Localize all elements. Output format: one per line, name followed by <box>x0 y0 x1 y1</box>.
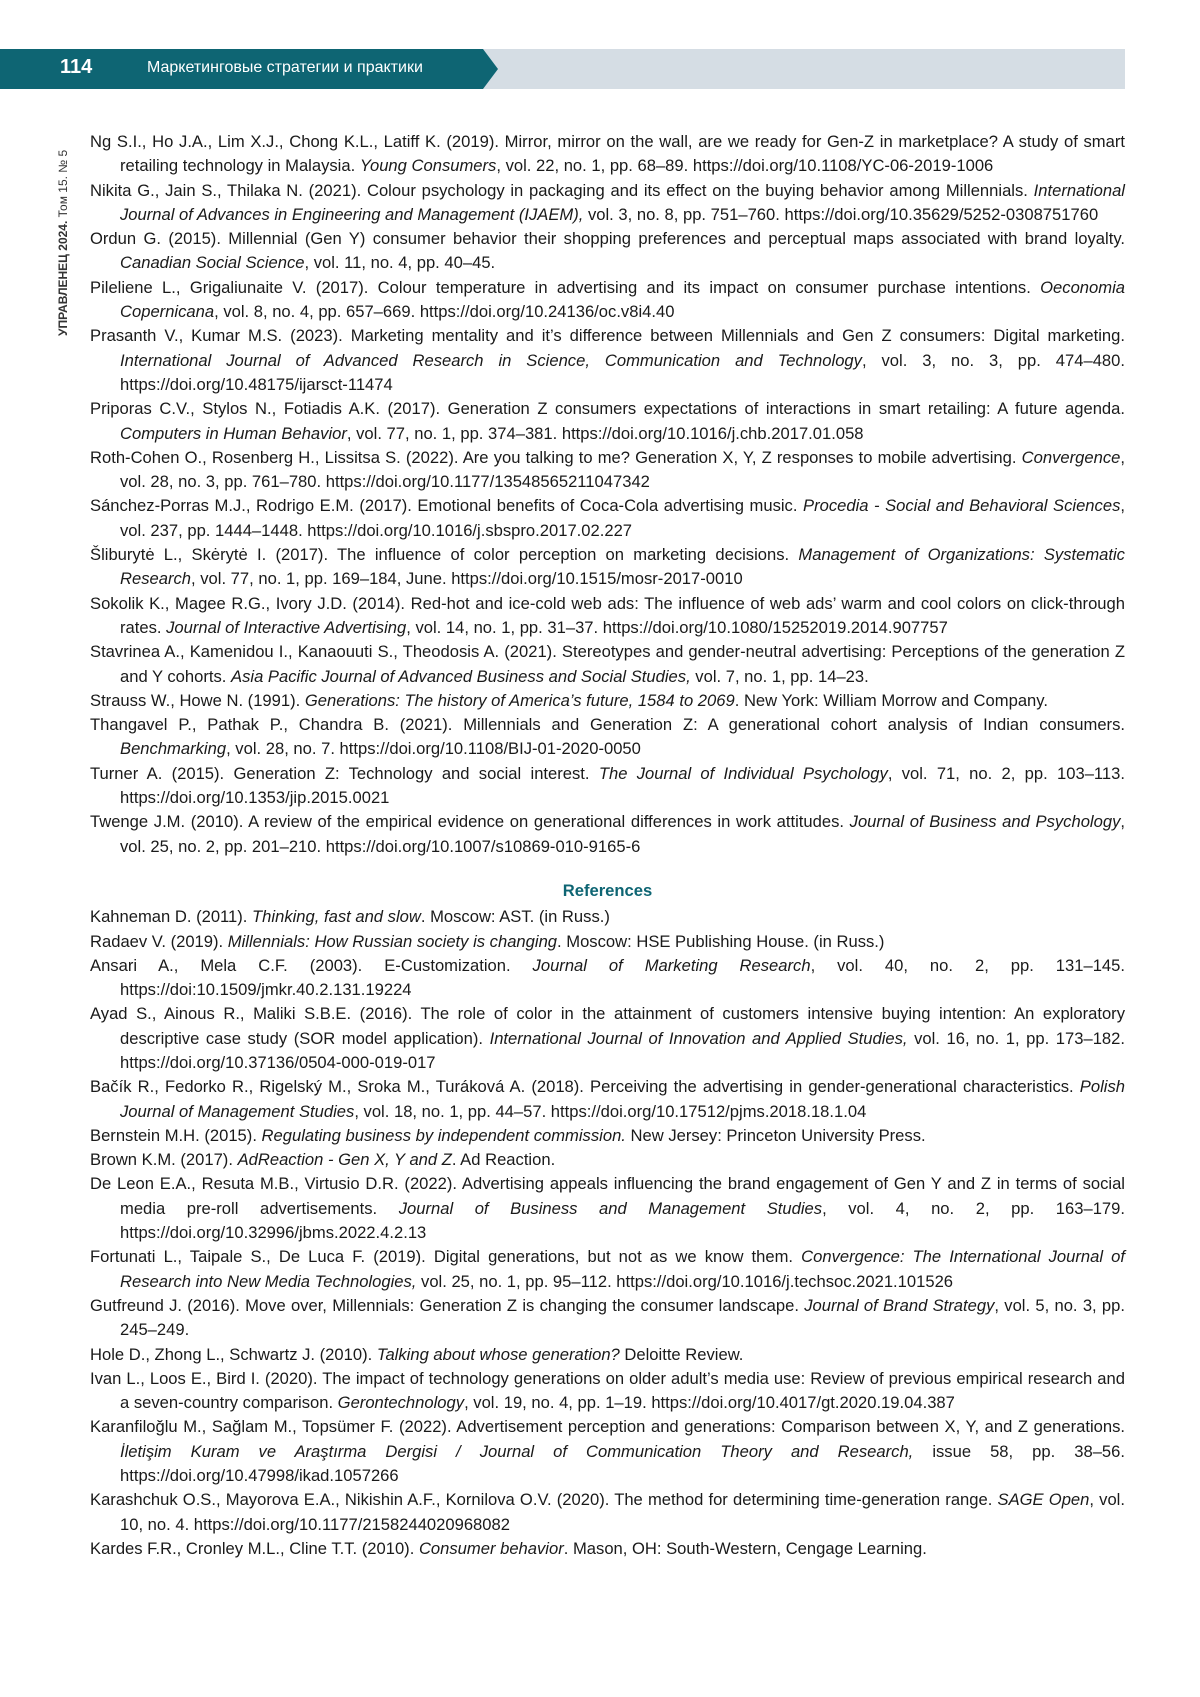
reference-details: vol. 3, no. 8, pp. 751–760. https://doi.org/10.35629/5252-0308751760 <box>583 205 1098 224</box>
reference-text: Priporas C.V., Stylos N., Fotiadis A.K. (2017). Generation Z consumers expectations of interactions in smart retailing: A future agenda. <box>90 399 1125 418</box>
reference-details: , vol. 77, no. 1, pp. 169–184, June. https://doi.org/10.1515/mosr-2017-0010 <box>191 569 743 588</box>
reference-source: Journal of Business and Management Studies <box>399 1199 822 1218</box>
reference-entry <box>90 1367 1125 1416</box>
reference-source: Gerontechnology <box>338 1393 464 1412</box>
reference-entry <box>90 494 1125 543</box>
reference-text: Karashchuk O.S., Mayorova E.A., Nikishin A.F., Kornilova O.V. (2020). The method for determining time-generation range. <box>90 1490 998 1509</box>
side-volume: Том 15. № 5 <box>56 150 70 221</box>
reference-entry <box>90 276 1125 325</box>
reference-details: , vol. 14, no. 1, pp. 31–37. https://doi.org/10.1080/15252019.2014.907757 <box>406 618 948 637</box>
reference-text: Ansari A., Mela C.F. (2003). E-Customization. <box>90 956 533 975</box>
reference-text: Bernstein M.H. (2015). <box>90 1126 262 1145</box>
reference-details: , vol. 77, no. 1, pp. 374–381. https://doi.org/10.1016/j.chb.2017.01.058 <box>347 424 864 443</box>
reference-details: issue 58, pp. 38–56. https://doi.org/10.47998/ikad.1057266 <box>120 1442 1125 1485</box>
reference-text: Ng S.I., Ho J.A., Lim X.J., Chong K.L., Latiff K. (2019). Mirror, mirror on the wall, are we ready for Gen-Z in marketplace? A study of smart retailing technology in Malaysia. <box>90 132 1125 175</box>
reference-source: Young Consumers <box>360 156 497 175</box>
reference-text: Pileliene L., Grigaliunaite V. (2017). Colour temperature in advertising and its impact on consumer purchase intentions. <box>90 278 1040 297</box>
reference-entry <box>90 324 1125 397</box>
reference-source: Asia Pacific Journal of Advanced Business and Social Studies, <box>231 667 691 686</box>
reference-text: Strauss W., Howe N. (1991). <box>90 691 305 710</box>
reference-source: International Journal of Innovation and Applied Studies, <box>490 1029 908 1048</box>
reference-list-lower <box>90 905 1125 1561</box>
reference-details: , vol. 10, no. 4. https://doi.org/10.1177/2158244020968082 <box>120 1490 1125 1533</box>
reference-list <box>90 130 1125 1561</box>
reference-details: Deloitte Review. <box>620 1345 744 1364</box>
reference-source: Convergence <box>1022 448 1121 467</box>
reference-text: Prasanth V., Kumar M.S. (2023). Marketing mentality and it’s difference between Millennials and Gen Z consumers: Digital marketing. <box>90 326 1125 345</box>
reference-text: Karanfiloğlu M., Sağlam M., Topsümer F. (2022). Advertisement perception and generations: Comparison between X, Y, and Z generations. <box>90 1417 1125 1436</box>
reference-source: Journal of Brand Strategy <box>804 1296 994 1315</box>
reference-text: Bačík R., Fedorko R., Rigelský M., Sroka M., Turáková A. (2018). Perceiving the advertising in gender-generational characteristics. <box>90 1077 1080 1096</box>
reference-entry <box>90 1415 1125 1488</box>
reference-details: , vol. 22, no. 1, pp. 68–89. https://doi.org/10.1108/YC-06-2019-1006 <box>496 156 993 175</box>
reference-text: Šliburytė L., Skėrytė I. (2017). The influence of color perception on marketing decisions. <box>90 545 798 564</box>
side-journal-name: УПРАВЛЕНЕЦ 2024. <box>56 221 70 336</box>
reference-entry <box>90 905 1125 929</box>
reference-entry <box>90 1294 1125 1343</box>
reference-details: , vol. 71, no. 2, pp. 103–113. https://doi.org/10.1353/jip.2015.0021 <box>120 764 1125 807</box>
reference-entry <box>90 1488 1125 1537</box>
reference-entry <box>90 1172 1125 1245</box>
reference-text: Ayad S., Ainous R., Maliki S.B.E. (2016). The role of color in the attainment of customers intensive buying intention: An exploratory descriptive case study (SOR model application). <box>90 1004 1125 1047</box>
reference-text: Radaev V. (2019). <box>90 932 228 951</box>
reference-details: , vol. 11, no. 4, pp. 40–45. <box>305 253 496 272</box>
reference-entry <box>90 543 1125 592</box>
reference-entry <box>90 1124 1125 1148</box>
side-journal-label <box>56 126 72 336</box>
references-heading: References <box>90 879 1125 903</box>
reference-entry <box>90 762 1125 811</box>
reference-text: Ivan L., Loos E., Bird I. (2020). The impact of technology generations on older adult’s media use: Review of previous empirical research and a seven-country comparison. <box>90 1369 1125 1412</box>
reference-entry <box>90 1075 1125 1124</box>
reference-source: Computers in Human Behavior <box>120 424 347 443</box>
reference-details: , vol. 3, no. 3, pp. 474–480. https://doi.org/10.48175/ijarsct-11474 <box>120 351 1125 394</box>
reference-details: , vol. 25, no. 2, pp. 201–210. https://doi.org/10.1007/s10869-010-9165-6 <box>120 812 1125 855</box>
reference-source: International Journal of Advanced Research in Science, Communication and Technology <box>120 351 862 370</box>
reference-entry <box>90 179 1125 228</box>
reference-text: Hole D., Zhong L., Schwartz J. (2010). <box>90 1345 377 1364</box>
reference-source: Talking about whose generation? <box>377 1345 620 1364</box>
reference-text: Fortunati L., Taipale S., De Luca F. (2019). Digital generations, but not as we know them. <box>90 1247 801 1266</box>
header-tab <box>0 49 498 89</box>
reference-source: Procedia - Social and Behavioral Sciences <box>803 496 1120 515</box>
reference-text: Sánchez-Porras M.J., Rodrigo E.M. (2017). Emotional benefits of Coca-Cola advertising music. <box>90 496 803 515</box>
reference-list-upper <box>90 130 1125 859</box>
reference-text: Nikita G., Jain S., Thilaka N. (2021). Colour psychology in packaging and its effect on the buying behavior among Millennials. <box>90 181 1034 200</box>
reference-details: . Moscow: AST. (in Russ.) <box>421 907 610 926</box>
reference-source: Millennials: How Russian society is changing <box>228 932 557 951</box>
reference-source: The Journal of Individual Psychology <box>599 764 888 783</box>
running-title: Маркетинговые стратегии и практики <box>147 59 423 77</box>
reference-text: Kahneman D. (2011). <box>90 907 252 926</box>
reference-details: , vol. 4, no. 2, pp. 163–179. https://doi.org/10.32996/jbms.2022.4.2.13 <box>120 1199 1125 1242</box>
reference-details: New Jersey: Princeton University Press. <box>626 1126 926 1145</box>
reference-details: , vol. 28, no. 3, pp. 761–780. https://doi.org/10.1177/13548565211047342 <box>120 448 1125 491</box>
reference-source: İletişim Kuram ve Araştırma Dergisi / Journal of Communication Theory and Research, <box>120 1442 913 1461</box>
reference-source: AdReaction - Gen X, Y and Z <box>238 1150 452 1169</box>
reference-details: . New York: William Morrow and Company. <box>735 691 1048 710</box>
reference-source: Generations: The history of America’s future, 1584 to 2069 <box>305 691 735 710</box>
reference-details: vol. 25, no. 1, pp. 95–112. https://doi.org/10.1016/j.techsoc.2021.101526 <box>416 1272 953 1291</box>
reference-source: SAGE Open <box>998 1490 1090 1509</box>
reference-details: , vol. 19, no. 4, pp. 1–19. https://doi.org/10.4017/gt.2020.19.04.387 <box>464 1393 955 1412</box>
reference-source: Polish Journal of Management Studies <box>120 1077 1125 1120</box>
reference-text: Brown K.M. (2017). <box>90 1150 238 1169</box>
reference-entry <box>90 689 1125 713</box>
reference-details: , vol. 28, no. 7. https://doi.org/10.1108/BIJ-01-2020-0050 <box>226 739 641 758</box>
reference-details: vol. 16, no. 1, pp. 173–182. https://doi.org/10.37136/0504-000-019-017 <box>120 1029 1125 1072</box>
reference-source: Journal of Business and Psychology <box>850 812 1121 831</box>
reference-text: Stavrinea A., Kamenidou I., Kanaouuti S., Theodosis A. (2021). Stereotypes and gender-neutral advertising: Perceptions of the generation Z and Y cohorts. <box>90 642 1125 685</box>
reference-source: Benchmarking <box>120 739 226 758</box>
reference-text: Ordun G. (2015). Millennial (Gen Y) consumer behavior their shopping preferences and perceptual maps associated with brand loyalty. <box>90 229 1125 248</box>
reference-text: Thangavel P., Pathak P., Chandra B. (2021). Millennials and Generation Z: A generational cohort analysis of Indian consumers. <box>90 715 1125 734</box>
reference-entry <box>90 954 1125 1003</box>
reference-source: Regulating business by independent commission. <box>262 1126 626 1145</box>
reference-details: , vol. 8, no. 4, pp. 657–669. https://doi.org/10.24136/oc.v8i4.40 <box>214 302 674 321</box>
reference-details: , vol. 237, pp. 1444–1448. https://doi.org/10.1016/j.sbspro.2017.02.227 <box>120 496 1125 539</box>
reference-entry <box>90 1245 1125 1294</box>
reference-details: . Moscow: HSE Publishing House. (in Russ.) <box>557 932 884 951</box>
reference-details: , vol. 40, no. 2, pp. 131–145. https://doi:10.1509/jmkr.40.2.131.19224 <box>120 956 1125 999</box>
reference-text: Twenge J.M. (2010). A review of the empirical evidence on generational differences in work attitudes. <box>90 812 850 831</box>
reference-source: Consumer behavior <box>419 1539 564 1558</box>
reference-details: vol. 7, no. 1, pp. 14–23. <box>691 667 869 686</box>
reference-details: . Ad Reaction. <box>452 1150 555 1169</box>
reference-text: Roth-Cohen O., Rosenberg H., Lissitsa S. (2022). Are you talking to me? Generation X, Y, Z responses to mobile advertising. <box>90 448 1022 467</box>
reference-text: Gutfreund J. (2016). Move over, Millennials: Generation Z is changing the consumer landscape. <box>90 1296 804 1315</box>
reference-details: , vol. 18, no. 1, pp. 44–57. https://doi.org/10.17512/pjms.2018.18.1.04 <box>354 1102 866 1121</box>
reference-entry <box>90 397 1125 446</box>
reference-entry <box>90 592 1125 641</box>
reference-details: . Mason, OH: South-Western, Cengage Learning. <box>564 1539 927 1558</box>
reference-text: Kardes F.R., Cronley M.L., Cline T.T. (2010). <box>90 1539 419 1558</box>
page-number: 114 <box>60 56 92 79</box>
reference-entry <box>90 1148 1125 1172</box>
reference-source: Management of Organizations: Systematic Research <box>120 545 1125 588</box>
reference-text: Sokolik K., Magee R.G., Ivory J.D. (2014). Red-hot and ice-cold web ads: The influence of web ads’ warm and cool colors on click-through rates. <box>90 594 1125 637</box>
reference-entry <box>90 130 1125 179</box>
reference-source: Thinking, fast and slow <box>252 907 421 926</box>
reference-entry <box>90 810 1125 859</box>
reference-source: Journal of Marketing Research <box>533 956 811 975</box>
reference-entry <box>90 1537 1125 1561</box>
reference-entry <box>90 1343 1125 1367</box>
reference-source: Journal of Interactive Advertising <box>166 618 406 637</box>
reference-entry <box>90 227 1125 276</box>
reference-entry <box>90 640 1125 689</box>
reference-entry <box>90 1002 1125 1075</box>
reference-entry <box>90 446 1125 495</box>
reference-entry <box>90 930 1125 954</box>
reference-text: De Leon E.A., Resuta M.B., Virtusio D.R. (2022). Advertising appeals influencing the brand engagement of Gen Y and Z in terms of social media pre-roll advertisements. <box>90 1174 1125 1217</box>
reference-text: Turner A. (2015). Generation Z: Technology and social interest. <box>90 764 599 783</box>
reference-entry <box>90 713 1125 762</box>
page-header <box>0 49 1125 89</box>
reference-details: , vol. 5, no. 3, pp. 245–249. <box>120 1296 1125 1339</box>
reference-source: International Journal of Advances in Engineering and Management (IJAEM), <box>120 181 1125 224</box>
reference-source: Canadian Social Science <box>120 253 305 272</box>
reference-source: Oeconomia Copernicana <box>120 278 1125 321</box>
reference-source: Convergence: The International Journal of Research into New Media Technologies, <box>120 1247 1125 1290</box>
